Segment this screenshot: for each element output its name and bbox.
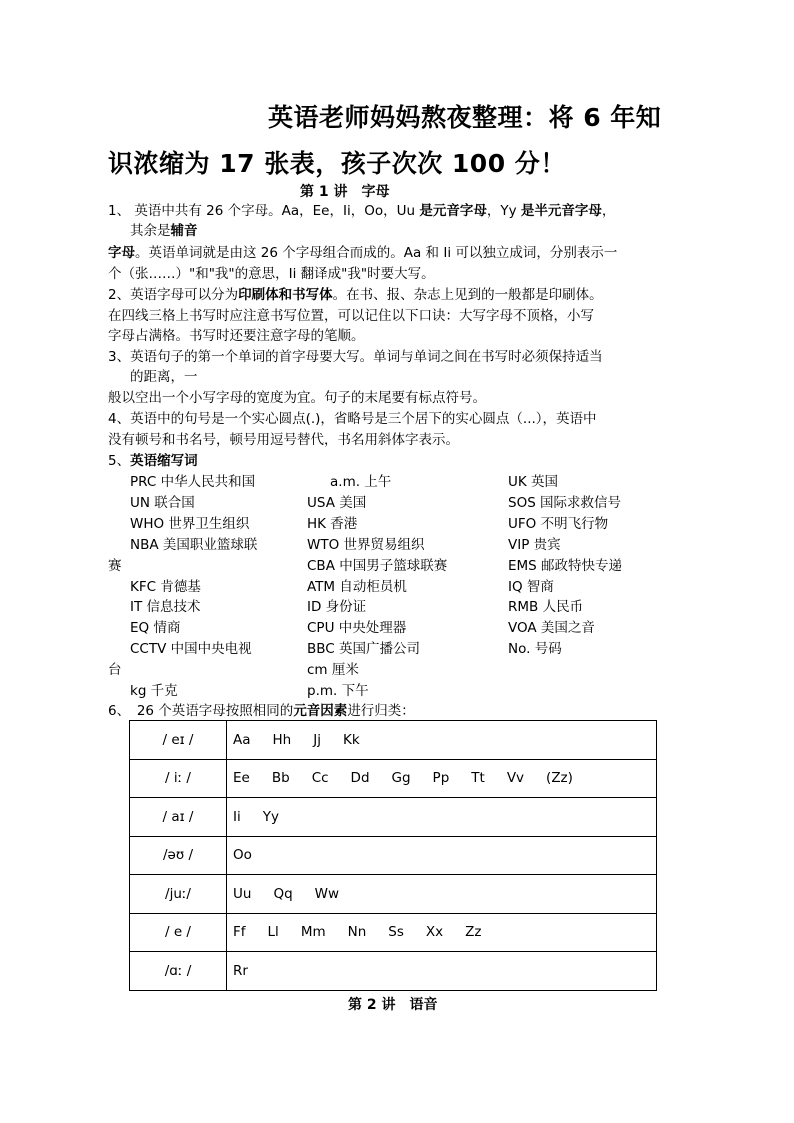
- letter-pair: Uu: [233, 885, 252, 902]
- p2-text: 。在书、报、杂志上见到的一般都是印刷体。: [332, 287, 603, 303]
- paragraph-4-line2: 没有顿号和书名号，顿号用逗号替代，书名用斜体字表示。: [108, 432, 459, 448]
- abbr-bbc: BBC 英国广播公司: [307, 641, 421, 657]
- paragraph-1-line1: [108, 201, 615, 221]
- letter-pair: Pp: [432, 770, 450, 787]
- paragraph-3-line2: 的距离，一: [130, 369, 198, 385]
- abbr-vip: VIP 贵宾: [508, 537, 561, 553]
- abbr-cba: CBA 中国男子篮球联赛: [307, 558, 448, 574]
- paragraph-3-line3: 般以空出一个小写字母的宽度为宜。句子的末尾要有标点符号。: [108, 390, 486, 406]
- p5-number: 5、: [108, 453, 131, 469]
- letter-pair: Oo: [233, 847, 252, 864]
- paragraph-5-heading: [108, 451, 198, 471]
- letter-pair: Ii: [233, 808, 241, 825]
- abbr-voa: VOA 美国之音: [508, 620, 595, 636]
- p1-letters-bold: 字母: [108, 245, 135, 261]
- p1-text: 其余是: [130, 223, 171, 239]
- abbr-cctv: CCTV 中国中央电视: [130, 641, 252, 657]
- abbr-sos: SOS 国际求救信号: [508, 495, 622, 511]
- p1-text: 。英语单词就是由这 26 个字母组合而成的。Aa 和 Ii 可以独立成词，分别表示一: [135, 245, 618, 261]
- vowel-table-row: [130, 875, 657, 914]
- abbr-prc: PRC 中华人民共和国: [130, 474, 256, 490]
- letter-pair: Yy: [262, 808, 279, 825]
- abbr-kg: kg 千克: [130, 683, 178, 699]
- abbr-atm: ATM 自动柜员机: [307, 579, 407, 595]
- letter-pair: Vv: [506, 770, 525, 787]
- abbr-cpu: CPU 中央处理器: [307, 620, 407, 636]
- page-title-line1: 英语老师妈妈熬夜整理：将 6 年知: [268, 103, 662, 132]
- lecture2-heading: 第 2 讲 语音: [348, 997, 438, 1013]
- vowel-table-row: [130, 721, 657, 760]
- vowel-letters-cell: [227, 836, 657, 875]
- abbr-no: No. 号码: [508, 641, 562, 657]
- p1-text: 1、 英语中共有 26 个字母。Aa，Ee，Ii，Oo，Uu: [108, 203, 420, 219]
- letter-pair: Cc: [311, 770, 329, 787]
- abbr-am: a.m. 上午: [330, 474, 392, 490]
- abbr-nba-wrap: 赛: [108, 558, 122, 574]
- abbr-who: WHO 世界卫生组织: [130, 516, 250, 532]
- abbr-eq: EQ 情商: [130, 620, 181, 636]
- vowel-letters-cell: [227, 952, 657, 991]
- paragraph-2-line1: [108, 285, 603, 305]
- p6-text: 进行归类：: [347, 703, 415, 719]
- vowel-letters-cell: [227, 721, 657, 760]
- abbr-rmb: RMB 人民币: [508, 599, 584, 615]
- vowel-symbol-cell: / iː /: [130, 759, 227, 798]
- lecture1-heading: 第 1 讲 字母: [300, 184, 390, 200]
- paragraph-1-line2: [130, 221, 198, 241]
- abbr-pm: p.m. 下午: [307, 683, 369, 699]
- p5-bold: 英语缩写词: [130, 453, 198, 469]
- letter-pair: Tt: [471, 770, 485, 787]
- vowel-letters-cell: [227, 759, 657, 798]
- vowel-letters-cell: [227, 875, 657, 914]
- vowel-table-row: [130, 913, 657, 952]
- letter-pair: Ee: [233, 770, 250, 787]
- vowel-table-row: [130, 952, 657, 991]
- p1-text: ，Yy: [486, 203, 521, 219]
- vowel-symbol-cell: /əʊ /: [130, 836, 227, 875]
- letter-pair: Kk: [342, 731, 360, 748]
- paragraph-2-line3: 字母占满格。书写时还要注意字母的笔顺。: [108, 328, 365, 344]
- letter-pair: Ss: [388, 924, 404, 941]
- vowel-sound-table: [129, 720, 657, 991]
- letter-pair: Qq: [273, 885, 293, 902]
- paragraph-3-line1: 3、英语句子的第一个单词的首字母要大写。单词与单词之间在书写时必须保持适当: [108, 349, 603, 365]
- letter-pair: Dd: [350, 770, 370, 787]
- abbr-nba: NBA 美国职业篮球联: [130, 537, 258, 553]
- abbr-wto: WTO 世界贸易组织: [307, 537, 425, 553]
- letter-pair: Rr: [233, 962, 248, 979]
- letter-pair: Ww: [314, 885, 340, 902]
- vowel-symbol-cell: /ɑː /: [130, 952, 227, 991]
- paragraph-2-line2: 在四线三格上书写时应注意书写位置，可以记住以下口诀：大写字母不顶格，小写: [108, 308, 594, 324]
- page-title-line2: 识浓缩为 17 张表，孩子次次 100 分！: [108, 149, 566, 178]
- letter-pair: Jj: [313, 731, 321, 748]
- abbr-uk: UK 英国: [508, 474, 559, 490]
- p2-bold: 印刷体和书写体: [238, 287, 333, 303]
- vowel-symbol-cell: /juː/: [130, 875, 227, 914]
- letter-pair: Ll: [267, 924, 279, 941]
- letter-pair: Bb: [271, 770, 290, 787]
- abbr-ems: EMS 邮政特快专递: [508, 558, 623, 574]
- letter-pair: Hh: [272, 731, 292, 748]
- abbr-un: UN 联合国: [130, 495, 195, 511]
- vowel-table-row: [130, 759, 657, 798]
- p1-vowel-bold: 是元音字母: [419, 203, 487, 219]
- abbr-it: IT 信息技术: [130, 599, 201, 615]
- abbr-hk: HK 香港: [307, 516, 358, 532]
- p2-text: 2、英语字母可以分为: [108, 287, 239, 303]
- p1-consonant-bold: 辅音: [170, 223, 198, 239]
- vowel-table-row: [130, 836, 657, 875]
- letter-pair: Ff: [233, 924, 246, 941]
- abbr-ufo: UFO 不明飞行物: [508, 516, 609, 532]
- letter-pair: Nn: [347, 924, 367, 941]
- letter-pair: Xx: [425, 924, 444, 941]
- letter-pair: (Zz): [546, 770, 573, 787]
- letter-pair: Zz: [465, 924, 482, 941]
- letter-pair: Aa: [233, 731, 251, 748]
- vowel-symbol-cell: / eɪ /: [130, 721, 227, 760]
- letter-pair: Mm: [300, 924, 326, 941]
- paragraph-1-line3: [108, 243, 617, 263]
- vowel-letters-cell: [227, 913, 657, 952]
- vowel-symbol-cell: / aɪ /: [130, 798, 227, 837]
- abbr-usa: USA 美国: [307, 495, 367, 511]
- abbr-id: ID 身份证: [307, 599, 367, 615]
- p1-text: ，: [601, 203, 616, 219]
- abbr-kfc: KFC 肯德基: [130, 579, 201, 595]
- p1-semivowel-bold: 是半元音字母: [520, 203, 602, 219]
- vowel-table-row: [130, 798, 657, 837]
- paragraph-1-line4: 个（张……）"和"我"的意思，Ii 翻译成"我"时要大写。: [108, 266, 435, 282]
- p6-text: 6、 26 个英语字母按照相同的: [108, 703, 294, 719]
- letter-pair: Gg: [391, 770, 411, 787]
- paragraph-6-line1: [108, 701, 415, 721]
- vowel-letters-cell: [227, 798, 657, 837]
- abbr-cm: cm 厘米: [307, 662, 359, 678]
- abbr-cctv-wrap: 台: [108, 662, 122, 678]
- paragraph-4-line1: 4、英语中的句号是一个实心圆点(.)，省略号是三个居下的实心圆点（...），英语中: [108, 411, 597, 427]
- abbr-iq: IQ 智商: [508, 579, 554, 595]
- p6-bold: 元音因素: [293, 703, 348, 719]
- vowel-symbol-cell: / e /: [130, 913, 227, 952]
